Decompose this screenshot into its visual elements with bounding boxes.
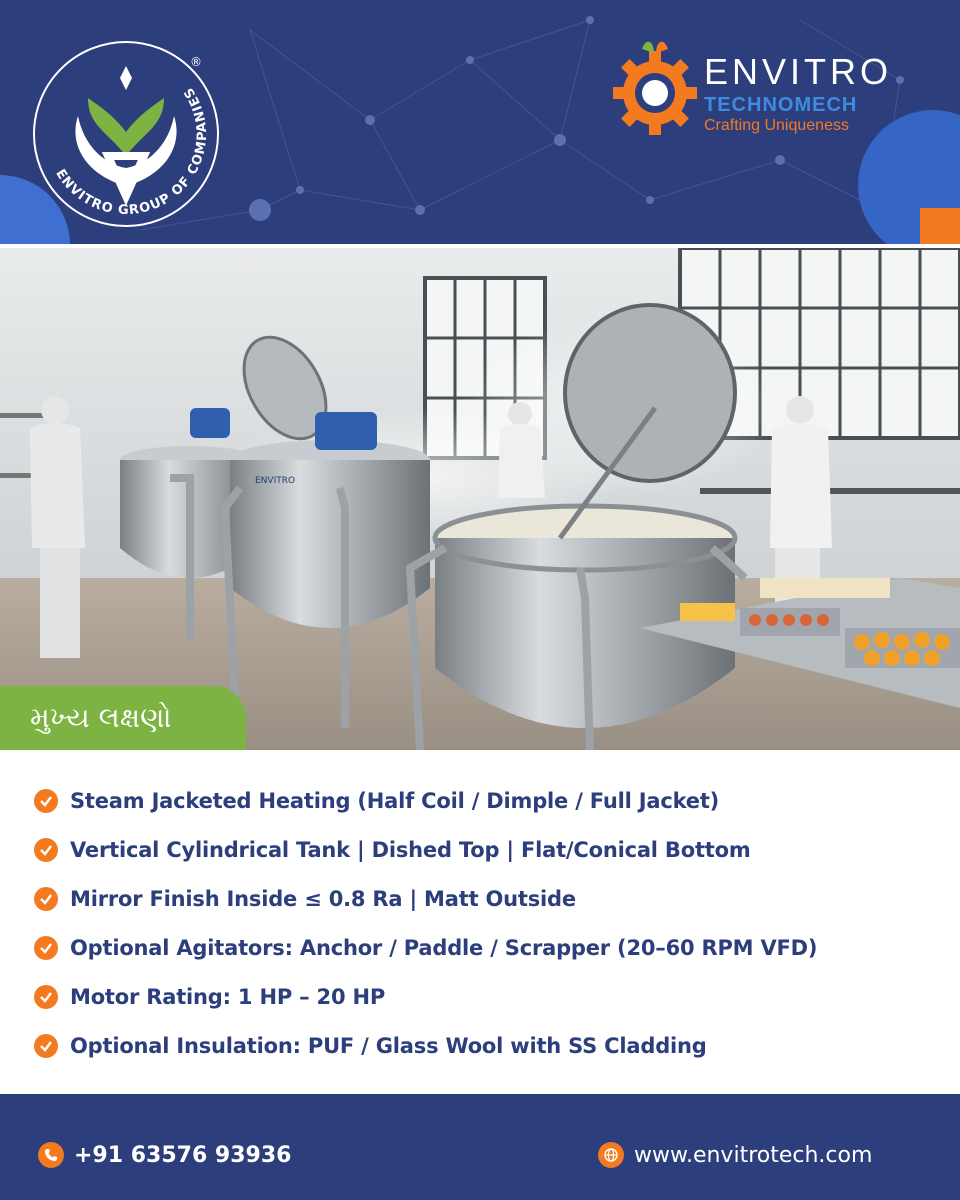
feature-item: [34, 825, 934, 874]
brand-block: [704, 52, 892, 136]
section-tag: [0, 686, 246, 750]
brand-name: ENVITRO: [704, 51, 893, 92]
feature-text: Mirror Finish Inside ≤ 0.8 Ra | Matt Outside: [70, 886, 576, 911]
footer-bar: [0, 1094, 960, 1200]
brand-tagline: Crafting Uniqueness: [704, 117, 849, 134]
phone-contact[interactable]: [38, 1142, 291, 1168]
svg-text:®: ®: [190, 55, 202, 69]
feature-text: Vertical Cylindrical Tank | Dished Top | Flat/Conical Bottom: [70, 837, 751, 862]
feature-text: Steam Jacketed Heating (Half Coil / Dimple / Full Jacket): [70, 788, 720, 813]
check-icon: [34, 887, 58, 911]
equipment-badge: ENVITRO: [255, 476, 296, 486]
feature-item: [34, 923, 934, 972]
feature-text: Motor Rating: 1 HP – 20 HP: [70, 984, 386, 1009]
kitchen-scene: [0, 248, 960, 750]
feature-list: [34, 776, 934, 1070]
website-contact[interactable]: [598, 1142, 872, 1168]
feature-item: [34, 972, 934, 1021]
phone-number[interactable]: +91 63576 93936: [74, 1142, 292, 1168]
check-icon: [34, 985, 58, 1009]
check-icon: [34, 789, 58, 813]
product-photo: [0, 248, 960, 750]
check-icon: [34, 936, 58, 960]
lotus-logo-icon: [28, 36, 224, 232]
decor-orange-square: [920, 208, 960, 248]
feature-item: [34, 1021, 934, 1070]
check-icon: [34, 1034, 58, 1058]
check-icon: [34, 838, 58, 862]
feature-item: [34, 776, 934, 825]
feature-text: Optional Insulation: PUF / Glass Wool with SS Cladding: [70, 1033, 707, 1058]
feature-text: Optional Agitators: Anchor / Paddle / Scrapper (20–60 RPM VFD): [70, 935, 818, 960]
svg-text:ENVITRO GROUP OF COMPANIES: ENVITRO GROUP OF COMPANIES: [52, 83, 211, 219]
feature-item: [34, 874, 934, 923]
brand-sub: TECHNOMECH: [704, 94, 858, 116]
section-tag-label: મુખ્ય લક્ષણો: [30, 701, 172, 734]
website-link[interactable]: www.envitrotech.com: [634, 1142, 873, 1168]
gear-logo-icon: [612, 35, 698, 135]
phone-icon: [38, 1142, 64, 1168]
header-banner: [0, 0, 960, 248]
globe-icon: [598, 1142, 624, 1168]
